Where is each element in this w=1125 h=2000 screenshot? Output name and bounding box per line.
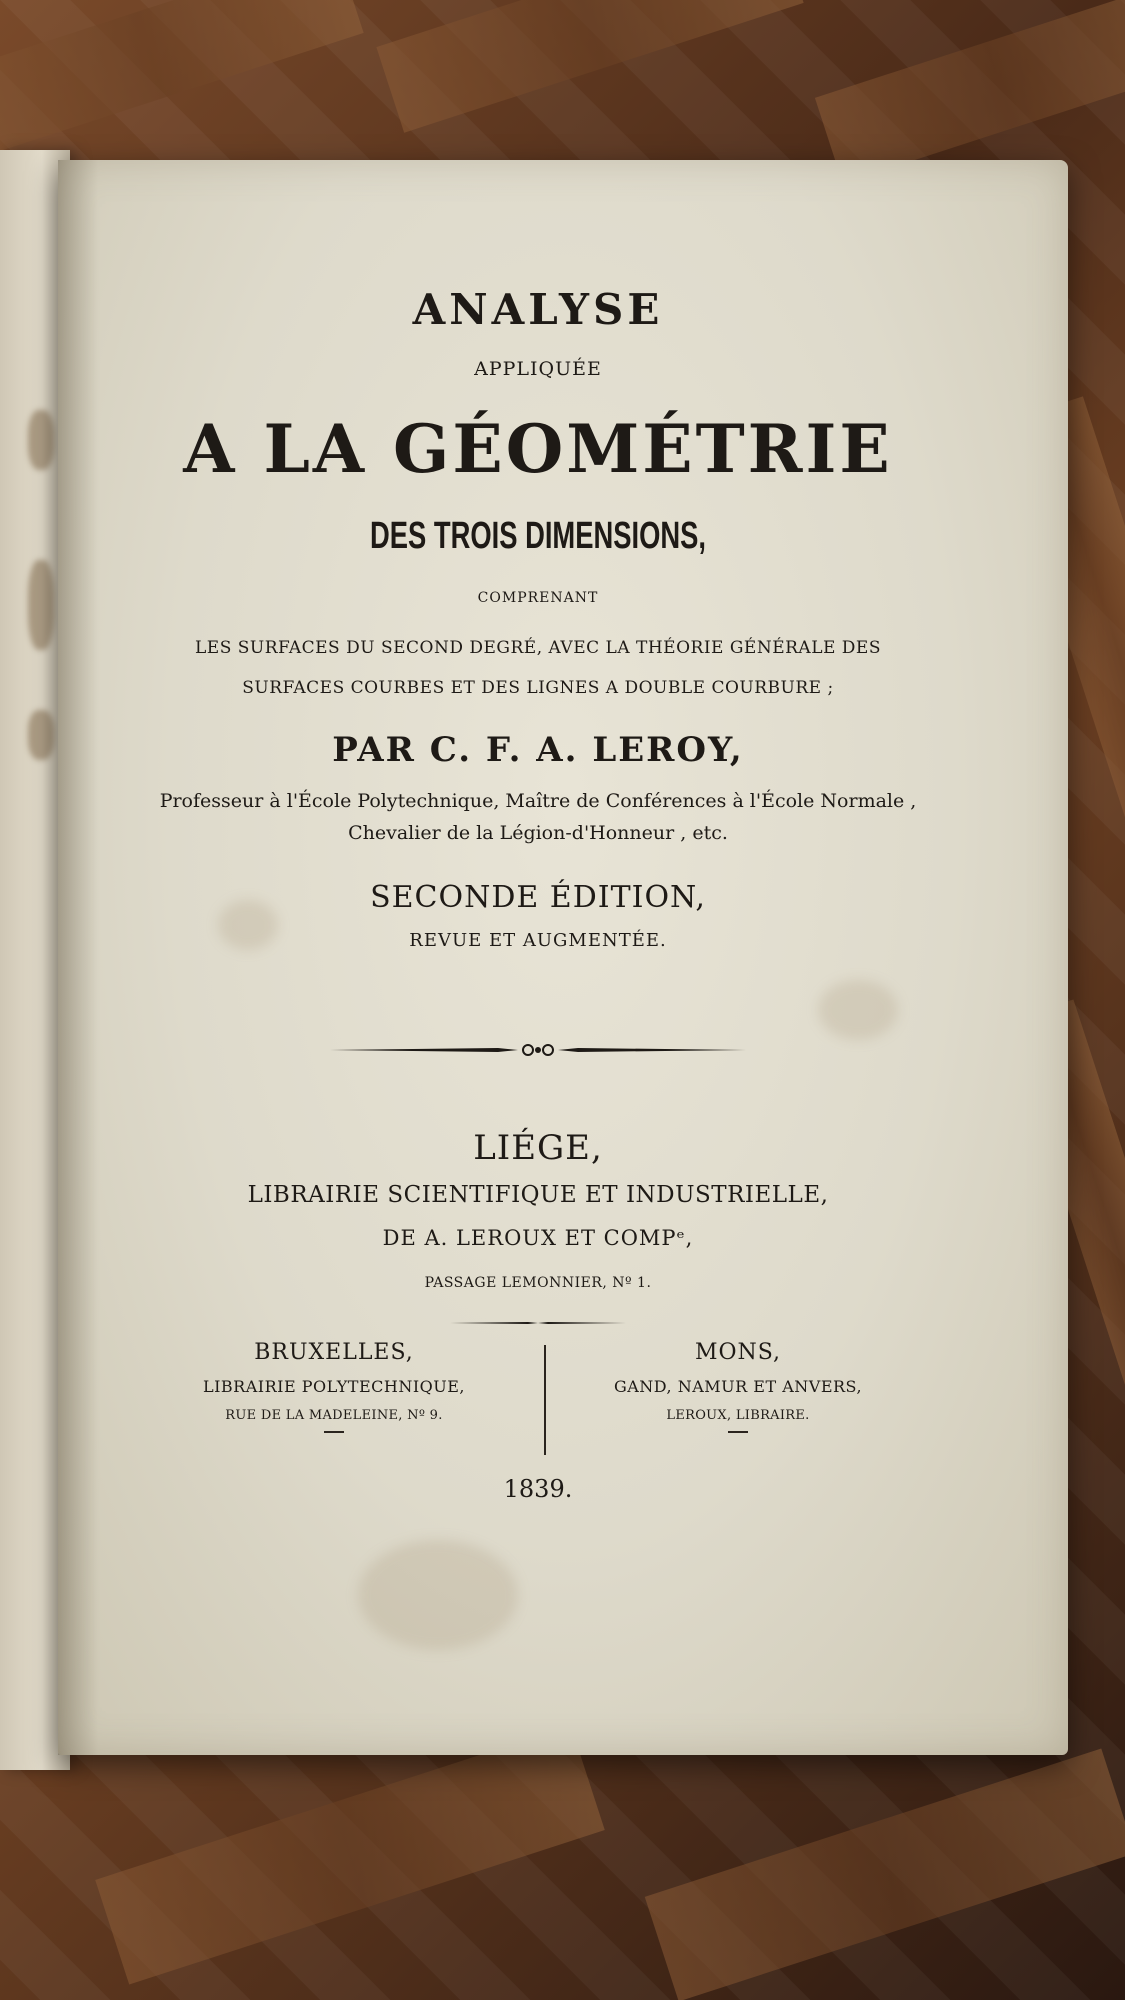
imprint-left-column xyxy=(154,1340,514,1433)
subtitle-line-1: LES SURFACES DU SECOND DEGRÉ, AVEC LA THÉORIE GÉNÉRALE DES xyxy=(195,638,881,658)
dash-divider xyxy=(728,1431,748,1433)
spine-shadow xyxy=(58,160,98,1755)
title-geometrie: A LA GÉOMÉTRIE xyxy=(183,410,893,488)
parquet-tile xyxy=(645,1749,1125,2000)
edition: SECONDE ÉDITION, xyxy=(370,880,706,915)
parquet-tile xyxy=(0,0,364,163)
imprint-right-column xyxy=(558,1340,918,1433)
imprint-city: LIÉGE, xyxy=(473,1128,603,1168)
parquet-tile xyxy=(95,1725,605,1984)
right-address: LEROUX, LIBRAIRE. xyxy=(666,1408,810,1423)
left-address: RUE DE LA MADELEINE, Nº 9. xyxy=(225,1408,443,1423)
author-name: PAR C. F. A. LEROY, xyxy=(332,730,744,770)
small-rule-icon xyxy=(33,1315,1043,1333)
column-divider xyxy=(544,1345,546,1455)
ornament-rule-icon xyxy=(33,1040,1043,1065)
imprint-publisher: LIBRAIRIE SCIENTIFIQUE ET INDUSTRIELLE, xyxy=(247,1182,829,1208)
comprenant-label: COMPRENANT xyxy=(477,590,599,606)
author-title-2: Chevalier de la Légion-d'Honneur , etc. xyxy=(348,822,728,844)
author-title-1: Professeur à l'École Polytechnique, Maître de Conférences à l'École Normale , xyxy=(159,790,917,812)
left-city: BRUXELLES, xyxy=(254,1340,414,1365)
left-shop: LIBRAIRIE POLYTECHNIQUE, xyxy=(202,1377,466,1396)
title-appliquee: APPLIQUÉE xyxy=(474,358,602,380)
foxing-spot xyxy=(358,1540,518,1650)
dash-divider xyxy=(324,1431,344,1433)
parquet-tile xyxy=(815,0,1125,183)
parquet-tile xyxy=(376,0,803,133)
right-shop: GAND, NAMUR ET ANVERS, xyxy=(613,1377,863,1396)
imprint-publisher-name: DE A. LEROUX ET COMPᵉ, xyxy=(382,1226,694,1250)
title-page xyxy=(58,160,1068,1755)
right-city: MONS, xyxy=(694,1340,782,1365)
publication-year: 1839. xyxy=(503,1475,573,1503)
subtitle-line-2: SURFACES COURBES ET DES LIGNES A DOUBLE COURBURE ; xyxy=(242,678,834,698)
imprint-address: PASSAGE LEMONNIER, Nº 1. xyxy=(424,1275,652,1291)
title-analyse: ANALYSE xyxy=(412,285,664,334)
title-trois-dimensions: DES TROIS DIMENSIONS, xyxy=(370,515,706,557)
edition-note: REVUE ET AUGMENTÉE. xyxy=(409,930,667,951)
foxing-spot xyxy=(818,980,898,1040)
